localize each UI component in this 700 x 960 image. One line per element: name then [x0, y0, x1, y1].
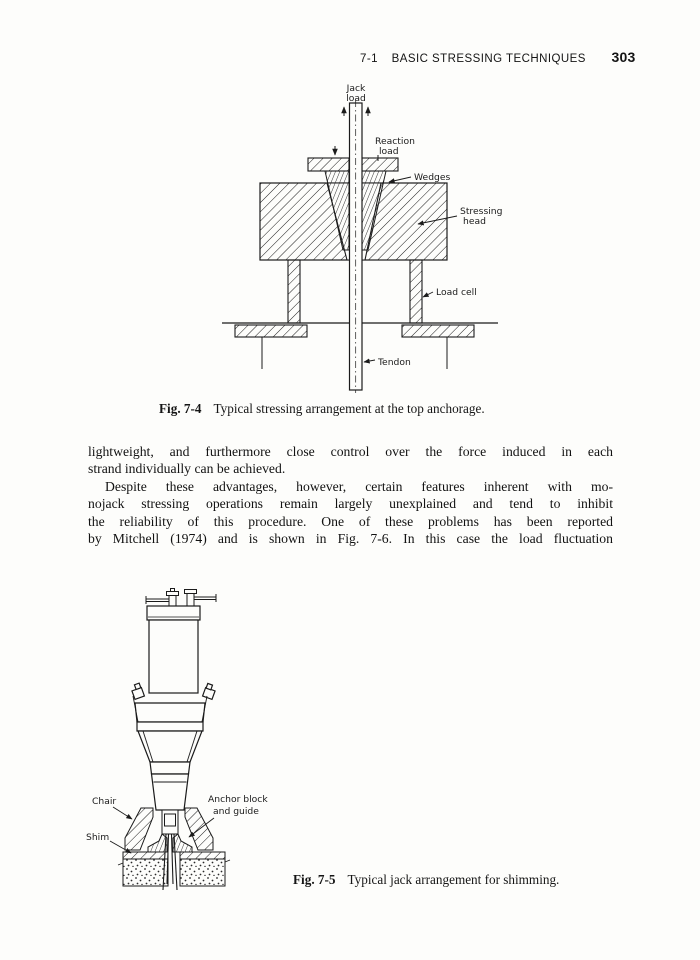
- load-cell-label: Load cell: [436, 287, 477, 298]
- figure-7-5-diagram: [80, 588, 290, 895]
- tendon-shape: [350, 100, 363, 393]
- body-line: Despite these advantages, however, certain features inherent with mo-: [105, 478, 613, 494]
- figure-7-4-tag: Fig. 7-4: [159, 401, 202, 416]
- anchor-label-line2: and guide: [213, 806, 259, 817]
- figure-7-4-caption: [159, 401, 485, 417]
- jack-load-label-line2: load: [346, 93, 366, 104]
- tendon-label: Tendon: [378, 357, 411, 368]
- body-text: [88, 443, 613, 548]
- jack-body: [132, 606, 215, 810]
- body-line: strand individually can be achieved.: [88, 461, 286, 477]
- page-number: 303: [611, 49, 636, 65]
- figure-7-5-tag: Fig. 7-5: [293, 872, 336, 887]
- body-line: nojack stressing operations remain largely unexplained and tend to inhibit: [88, 496, 613, 512]
- body-line: by Mitchell (1974) and is shown in Fig. 7-6. In this case the load fluctuation: [88, 531, 613, 547]
- wedges-label: Wedges: [414, 172, 451, 183]
- jack-load-label-line1: Jack: [346, 83, 366, 94]
- section-number: 7-1: [360, 53, 378, 65]
- running-header: [360, 49, 636, 65]
- figure-7-4-diagram: [160, 82, 560, 395]
- body-line: lightweight, and furthermore close control over the force induced in each: [88, 444, 613, 459]
- stressing-head-label-line2: head: [463, 216, 486, 227]
- reaction-load-label-line2: load: [379, 146, 399, 157]
- shim-shapes: [123, 852, 225, 859]
- shim-label: Shim: [86, 832, 110, 843]
- anchor-label-line1: Anchor block: [208, 794, 268, 805]
- jack-valves: [146, 589, 216, 607]
- figure-7-4-caption-text: Typical stressing arrangement at the top anchorage.: [213, 401, 485, 416]
- chapter-title: BASIC STRESSING TECHNIQUES: [391, 53, 586, 65]
- concrete-shapes: [118, 859, 230, 886]
- stressing-head-label-line1: Stressing: [460, 206, 503, 217]
- chair-label: Chair: [92, 796, 117, 807]
- reaction-load-label-line1: Reaction: [375, 136, 415, 147]
- body-line: the reliability of this procedure. One of these problems has been reported: [88, 513, 613, 529]
- figure-7-5-caption-text: Typical jack arrangement for shimming.: [347, 872, 560, 887]
- figure-7-5-caption: [293, 872, 559, 888]
